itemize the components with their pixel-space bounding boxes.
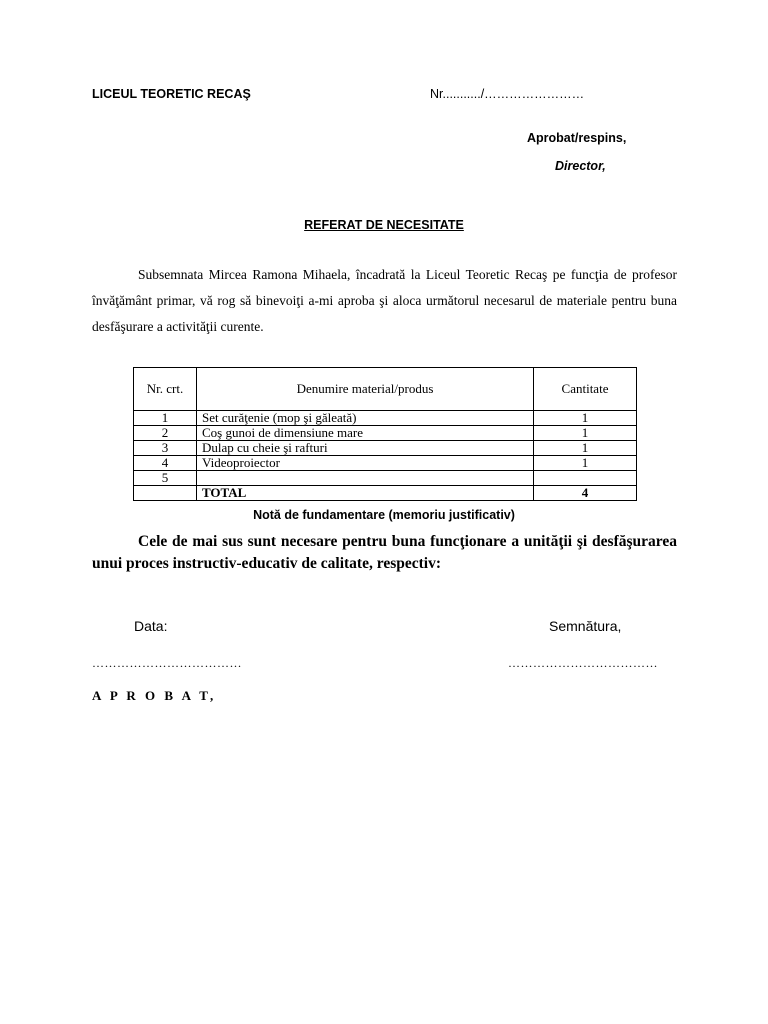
document-title: REFERAT DE NECESITATE — [304, 218, 464, 232]
total-empty-cell — [134, 486, 197, 501]
row-nr: 3 — [134, 441, 197, 456]
table-row — [134, 441, 637, 456]
total-value: 4 — [534, 486, 637, 501]
table-row — [134, 411, 637, 426]
row-qty: 1 — [534, 426, 637, 441]
date-field[interactable]: ……………………………… — [92, 656, 242, 670]
materials-table — [133, 367, 637, 501]
justification-paragraph: Cele de mai sus sunt necesare pentru buna funcţionare a unităţii şi desfăşurarea unui proces instructiv-educativ de calitate, respectiv: — [92, 533, 677, 572]
row-name: Dulap cu cheie şi rafturi — [197, 441, 534, 456]
approved-rejected-label: Aprobat/respins, — [527, 131, 627, 145]
table-total-row — [134, 486, 637, 501]
header-nr: Nr. crt. — [134, 368, 197, 411]
row-qty: 1 — [534, 456, 637, 471]
row-qty — [534, 471, 637, 486]
date-label: Data: — [134, 618, 168, 634]
row-nr: 1 — [134, 411, 197, 426]
row-nr: 4 — [134, 456, 197, 471]
table-row — [134, 456, 637, 471]
table-row — [134, 426, 637, 441]
row-nr: 2 — [134, 426, 197, 441]
row-qty: 1 — [534, 441, 637, 456]
table-header-row — [134, 368, 637, 411]
registration-number: Nr.........../…………………… — [430, 87, 585, 101]
school-name: LICEUL TEORETIC RECAŞ — [92, 87, 251, 101]
table-row — [134, 471, 637, 486]
row-nr: 5 — [134, 471, 197, 486]
signature-field[interactable]: ……………………………… — [508, 656, 658, 670]
total-label: TOTAL — [197, 486, 534, 501]
justification-note-title: Notă de fundamentare (memoriu justificativ) — [253, 508, 515, 522]
row-qty: 1 — [534, 411, 637, 426]
row-name: Videoproiector — [197, 456, 534, 471]
row-name — [197, 471, 534, 486]
approved-label: A P R O B A T, — [92, 688, 217, 703]
signature-label: Semnătura, — [549, 618, 622, 634]
header-name: Denumire material/produs — [197, 368, 534, 411]
header-qty: Cantitate — [534, 368, 637, 411]
director-label: Director, — [555, 159, 606, 173]
row-name: Coş gunoi de dimensiune mare — [197, 426, 534, 441]
request-paragraph: Subsemnata Mircea Ramona Mihaela, încadrată la Liceul Teoretic Recaş pe funcţia de profesor învăţământ primar, vă rog să binevoiţi a-mi aproba şi aloca următorul necesarul de materiale pentru buna desfăşurare a activităţii curente. — [92, 267, 677, 334]
row-name: Set curăţenie (mop şi găleată) — [197, 411, 534, 426]
